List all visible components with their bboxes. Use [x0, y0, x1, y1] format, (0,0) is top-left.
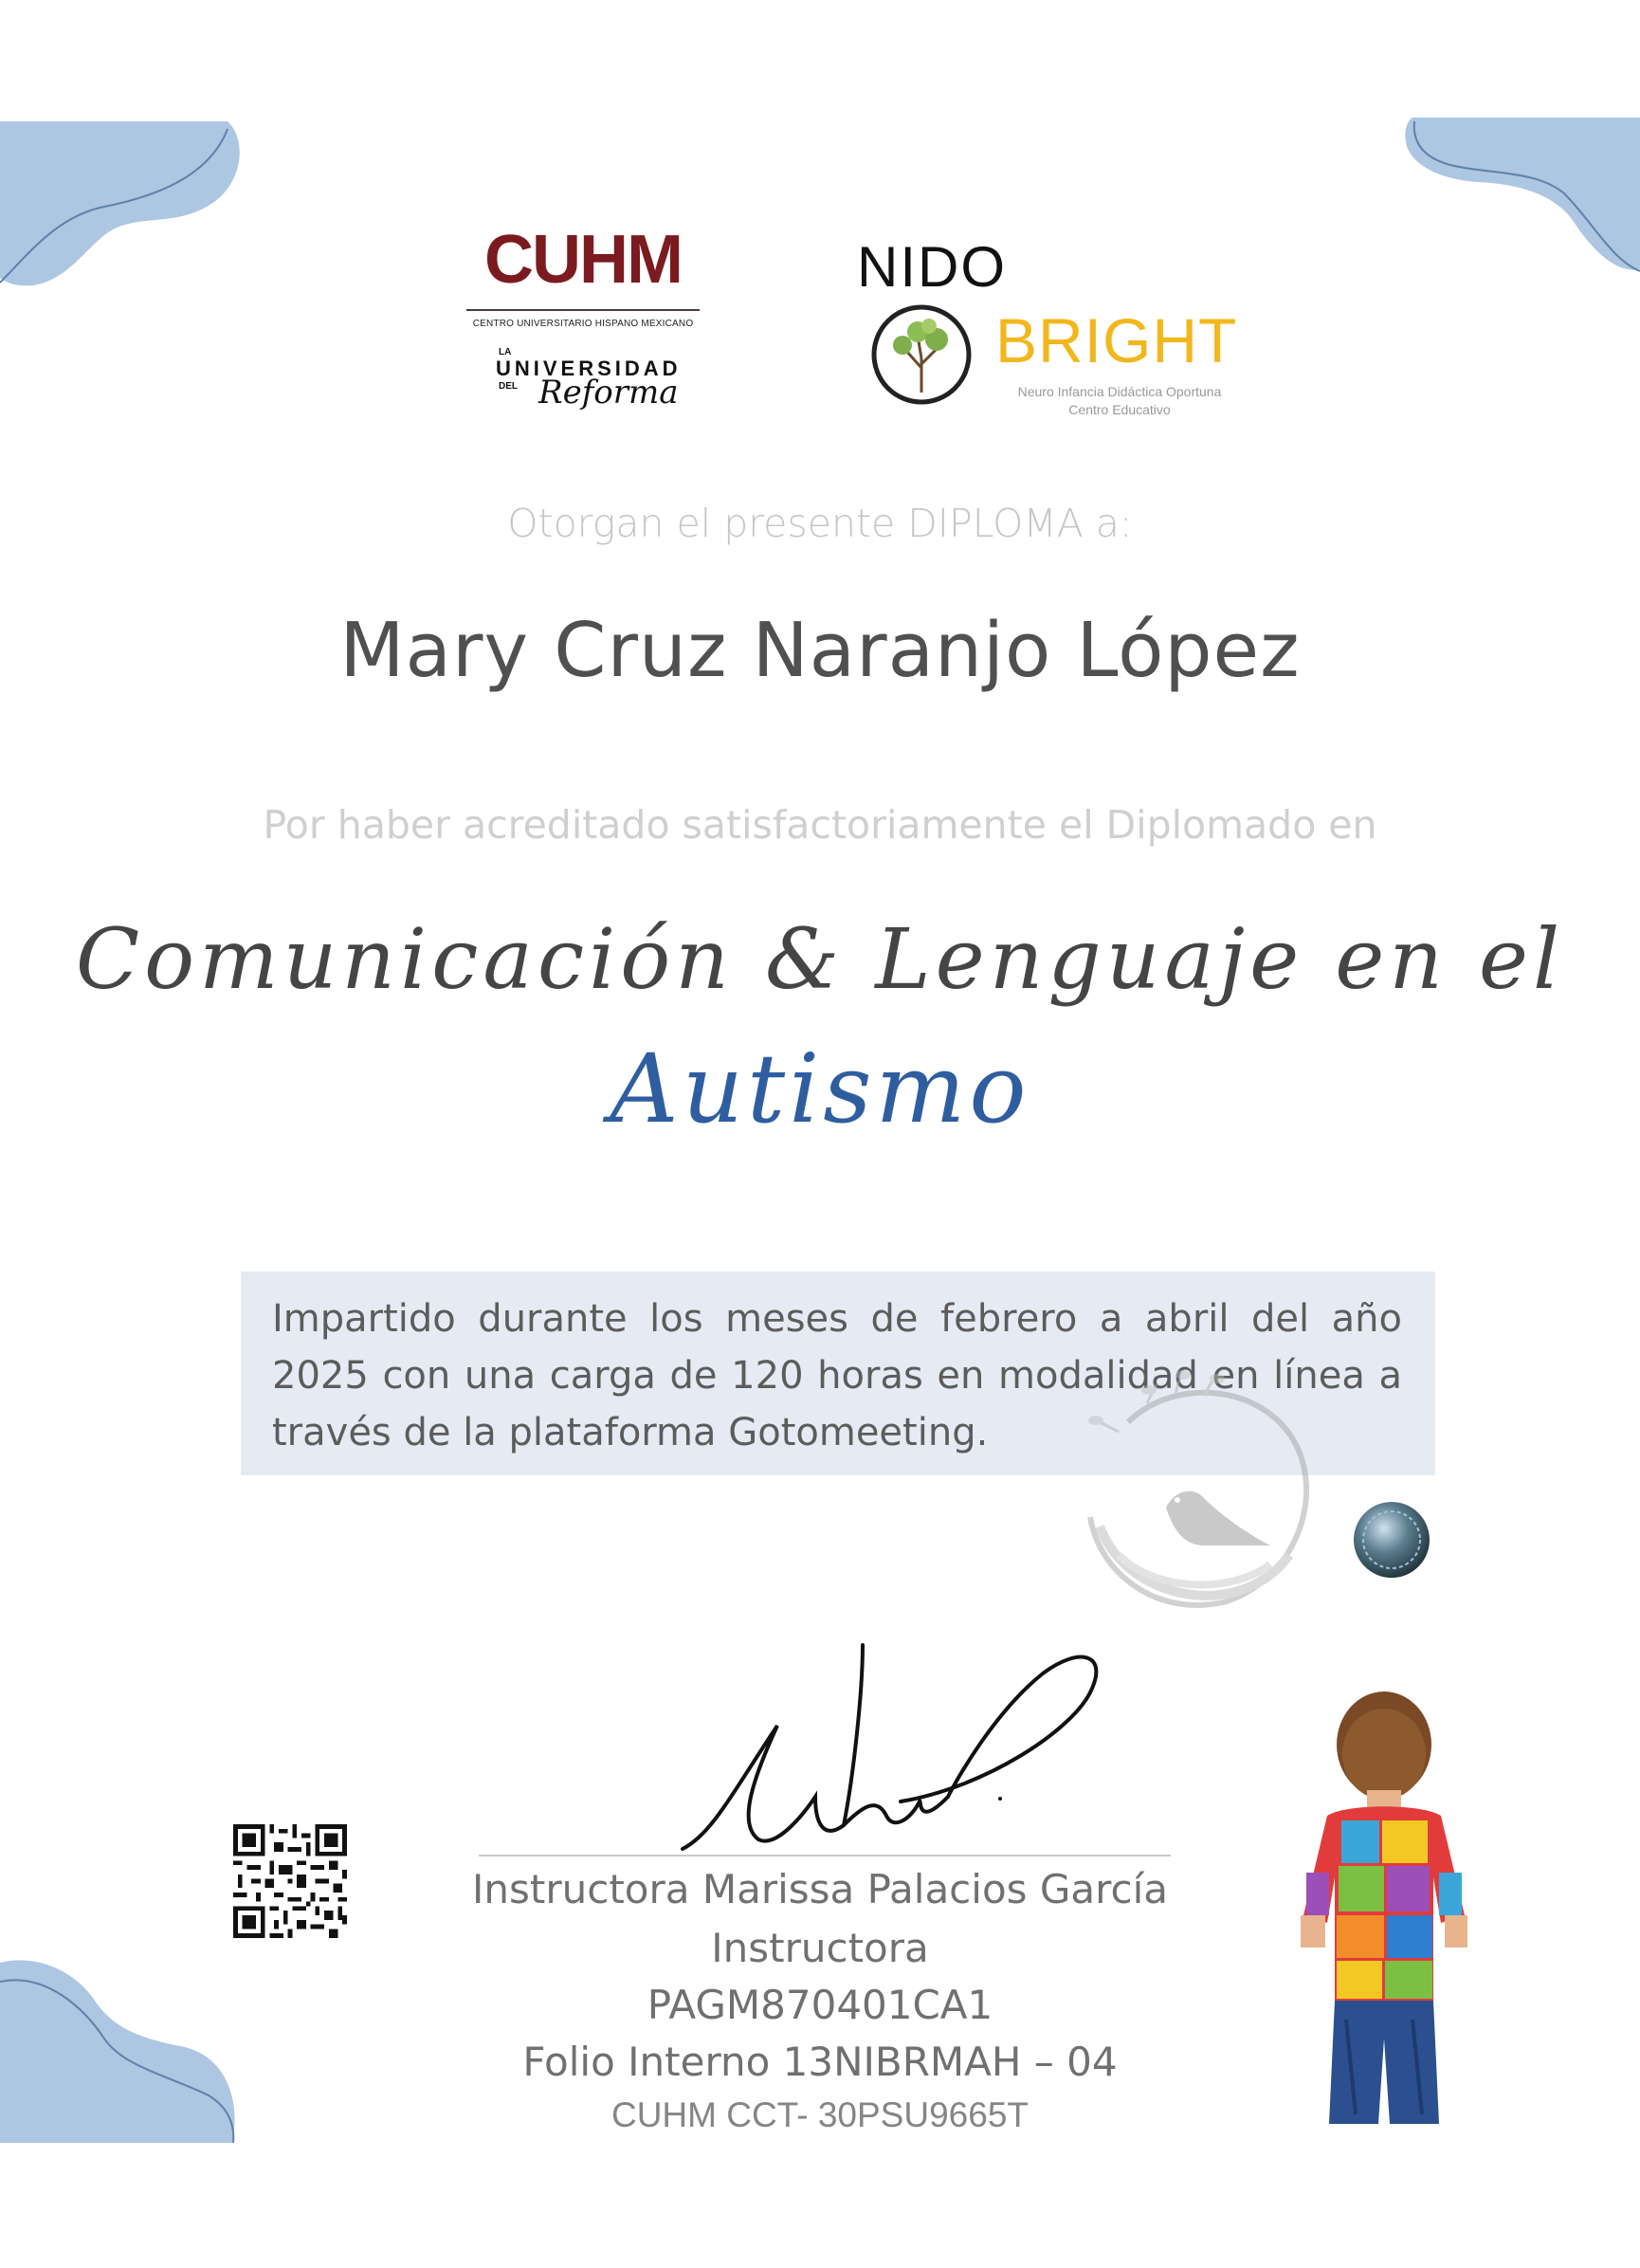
cuhm-universidad: UNIVERSIDAD — [496, 357, 682, 380]
qr-code-icon — [233, 1824, 347, 1938]
cuhm-logo — [465, 207, 702, 449]
details-text: Impartido durante los meses de febrero a abril del año 2025 con una carga de 120 horas en modalidad en línea a través de la plataforma Gotomeeting. — [272, 1297, 1402, 1454]
signature-icon — [673, 1636, 1109, 1868]
cuhm-del: DEL — [499, 381, 518, 392]
nido-tagline-line1: Neuro Infancia Didáctica Oportuna — [1017, 384, 1222, 399]
instructor-name: Instructora Marissa Palacios García — [471, 1866, 1168, 1912]
cct-code: CUHM CCT- 30PSU9665T — [610, 2095, 1029, 2134]
nido-bright-logo — [853, 229, 1251, 429]
instructor-role: Instructora — [711, 1925, 929, 1971]
course-title-line1: Comunicación & Lenguaje en el — [75, 910, 1565, 1008]
cuhm-subtitle: CENTRO UNIVERSITARIO HISPANO MEXICANO — [472, 319, 694, 329]
bright-word: BRIGHT — [995, 305, 1238, 375]
hologram-seal-icon — [1352, 1500, 1431, 1580]
recipient-name: Mary Cruz Naranjo López — [339, 607, 1301, 694]
course-title-line2: Autismo — [610, 1033, 1030, 1144]
bird-nest-watermark — [1062, 1365, 1327, 1640]
nido-tagline-line2: Centro Educativo — [1068, 401, 1171, 417]
nido-tagline — [992, 383, 1248, 419]
corner-blob-top-left — [0, 121, 246, 292]
corner-blob-top-right — [1403, 118, 1640, 279]
cuhm-acronym: CUHM — [484, 222, 682, 298]
instructor-rfc: PAGM870401CA1 — [647, 1982, 993, 2028]
cuhm-reforma: Reforma — [538, 374, 679, 412]
folio-interno: Folio Interno 13NIBRMAH – 04 — [522, 2039, 1118, 2085]
nido-word: NIDO — [857, 235, 1007, 299]
credit-statement: Por haber acreditado satisfactoriamente el Diplomado en — [263, 802, 1377, 848]
tree-circle-icon — [868, 302, 975, 408]
signature-line — [479, 1855, 1171, 1856]
boy-puzzle-shirt-illustration — [1289, 1678, 1479, 2124]
intro-text: Otorgan el presente DIPLOMA a: — [507, 501, 1133, 546]
cuhm-divider — [466, 309, 700, 311]
cuhm-la: LA — [499, 347, 512, 357]
